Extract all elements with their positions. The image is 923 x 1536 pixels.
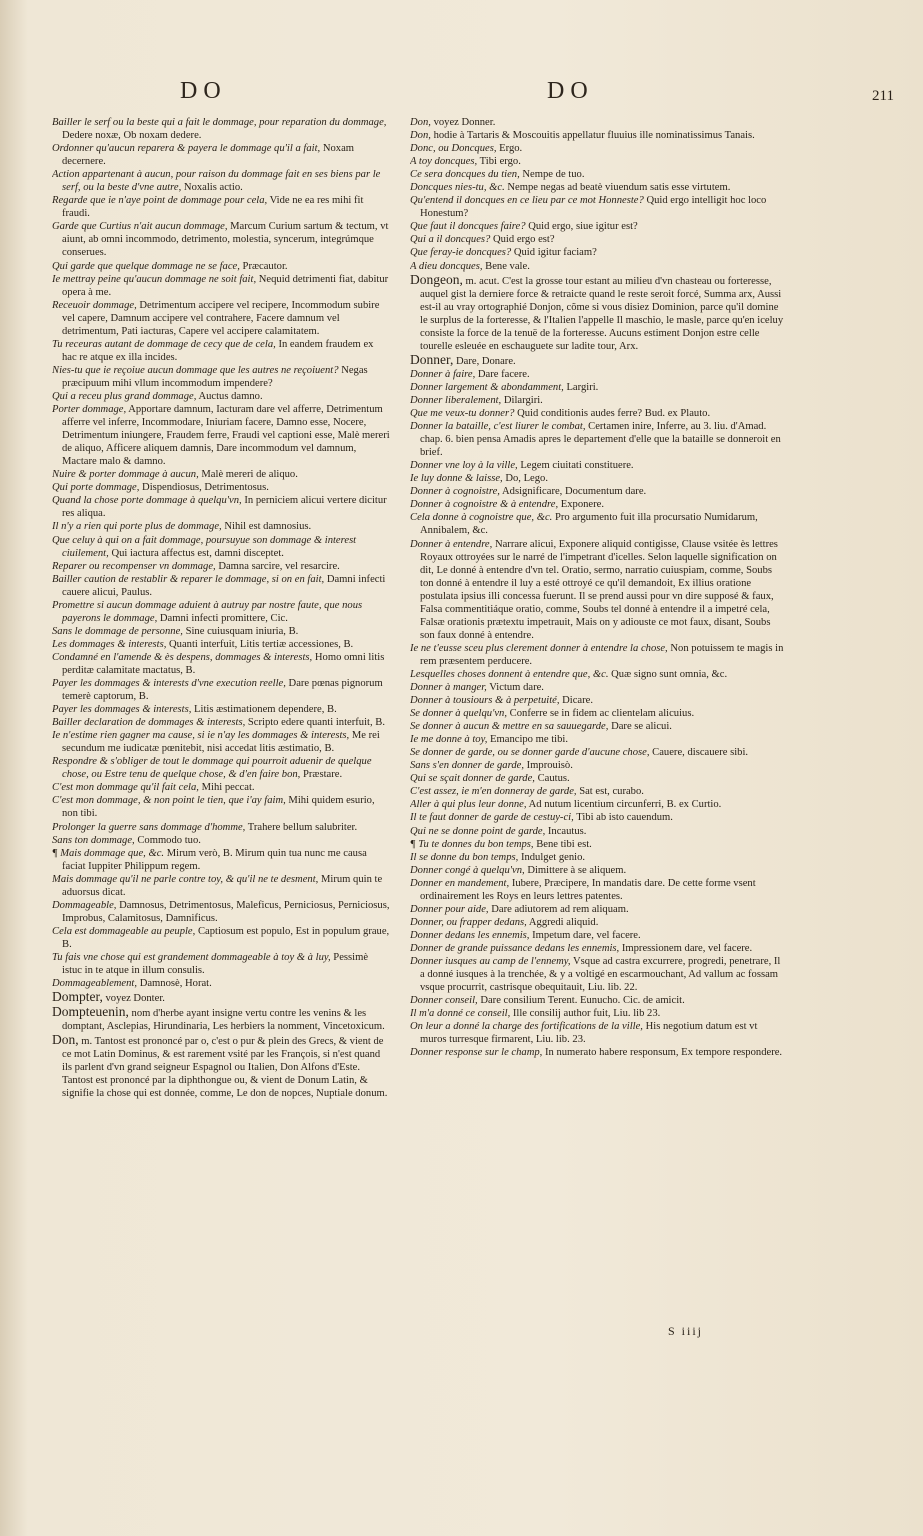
dictionary-entry: [52, 299, 390, 338]
entry-translation: Damna sarcire, vel resarcire.: [218, 560, 340, 572]
entry-headword: Ie luy donne & laisse,: [410, 473, 503, 485]
entry-translation: Noxalis actio.: [183, 182, 243, 194]
entry-translation: Mihi peccat.: [201, 782, 255, 794]
dictionary-entry: [410, 955, 786, 994]
dictionary-entry: [410, 785, 786, 798]
entry-headword: Bailler caution de restablir & reparer le dommage, si on en fait,: [52, 573, 325, 585]
entry-headword: Donner, ou frapper dedans,: [410, 916, 527, 928]
dictionary-entry: [410, 1007, 786, 1020]
entry-headword: A toy doncques,: [410, 156, 478, 168]
entry-translation: voyez Donter.: [105, 993, 165, 1005]
entry-translation: Cauere, discauere sibi.: [652, 747, 749, 759]
dictionary-entry: [52, 273, 390, 299]
entry-headword: Qui se sçait donner de garde,: [410, 773, 535, 785]
entry-headword: Donner à cognoistre & à entendre,: [410, 499, 559, 511]
entry-headword: Que celuy à qui on a fait dommage, poursuyue son dommage & interest ciuilement,: [52, 534, 357, 559]
entry-translation: Damni infecti cauere alicui, Paulus.: [62, 573, 386, 598]
dictionary-entry: [410, 246, 786, 259]
entry-headword: Nies-tu que ie reçoiue aucun dommage que les autres ne reçoiuent?: [52, 364, 339, 376]
entry-translation: Scripto edere quanti interfuit, B.: [247, 717, 385, 729]
entry-translation: Captiosum est populo, Est in populum graue, B.: [62, 925, 390, 950]
entry-translation: Qui iactura affectus est, damni disceptet.: [111, 547, 284, 559]
dictionary-entry: [410, 707, 786, 720]
dictionary-entry: [52, 990, 390, 1005]
entry-translation: Quid igitur faciam?: [513, 247, 597, 259]
entry-translation: Auctus damno.: [198, 390, 263, 402]
entry-headword: Dommageablement,: [52, 978, 138, 990]
entry-headword: Reparer ou recompenser vn dommage,: [52, 560, 216, 572]
entry-translation: Dare, Donare.: [455, 355, 516, 367]
entry-translation: Cautus.: [537, 773, 570, 785]
entry-translation: Pro argumento fuit illa procursatio Numidarum, Annibalem, &c.: [420, 512, 758, 537]
dictionary-entry: [410, 394, 786, 407]
entry-headword: Donner à tousiours & à perpetuité,: [410, 695, 560, 707]
entry-translation: Sine cuiusquam iniuria, B.: [185, 625, 299, 637]
entry-headword: C'est mon dommage qu'il fait cela,: [52, 782, 199, 794]
entry-headword: Ce sera doncques du tien,: [410, 169, 520, 181]
dictionary-entry: [410, 759, 786, 772]
entry-translation: Legem ciuitati constituere.: [520, 460, 634, 472]
entry-headword: Dommageable,: [52, 899, 117, 911]
entry-translation: Negas præcipuum mihi vllum incommodum impendere?: [62, 364, 368, 389]
entry-headword: Donner vne loy à la ville,: [410, 460, 518, 472]
entry-headword: Ordonner qu'aucun reparera & payera le dommage qu'il a fait,: [52, 143, 321, 155]
entry-headword: Sans le dommage de personne,: [52, 625, 183, 637]
running-head-right: DO: [547, 78, 594, 104]
entry-translation: Vide ne ea res mihi fit fraudi.: [62, 195, 364, 220]
dictionary-entry: [52, 534, 390, 560]
dictionary-entry: [52, 847, 390, 873]
entry-headword: Receuoir dommage,: [52, 299, 137, 311]
entry-translation: Largiri.: [566, 381, 599, 393]
dictionary-entry: [410, 877, 786, 903]
dictionary-entry: [410, 838, 786, 851]
entry-translation: Quid ergo est?: [492, 234, 555, 246]
entry-translation: Ad nutum licentium circunferri, B. ex Curtio.: [528, 799, 722, 811]
entry-translation: Nequid detrimenti fiat, dabitur opera à me.: [62, 273, 389, 298]
dictionary-entry: [410, 929, 786, 942]
dictionary-entry: [410, 407, 786, 420]
entry-headword: Tu receuras autant de dommage de cecy que de cela,: [52, 338, 276, 350]
entry-translation: Impetum dare, vel facere.: [532, 929, 641, 941]
dictionary-entry: [410, 220, 786, 233]
entry-translation: Mihi quidem esurio, non tibi.: [62, 795, 375, 820]
entry-translation: Certamen inire, Inferre, au 3. liu. d'Amad. chap. 6. bien pensa Amadis apres le departement d'elle que la bataille se donneroit en brief.: [420, 421, 781, 459]
dictionary-entry: [410, 420, 786, 459]
entry-headword: Don,: [410, 130, 431, 142]
entry-translation: Narrare alicui, Exponere aliquid contigisse, Clause vsitée ès lettres Royaux ottroyées sur le narré de l'impetrant d'icelles. Selon laquelle signification on dit, Le donné à entendre d'vn tel. Oratio, sermo, narratio cuiuspiam, comme, Soubs ton donné à entendre il luy a esté ottroyé ce qu'il demandoit, Ex illius oratione postulata ipsius illi concessa fuerunt. Il se prend aussi pour vn dire supposé & faux, Falsa commentitiáque oratio, comme, Soubs tel donné à entendre il a impetré cela, Falsæ orationis prætextu impetrauit, Mais on y adiouste ce mot faux, disant, Soubs son faux donné à entendre.: [420, 538, 778, 641]
entry-headword: Don,: [410, 117, 431, 128]
dictionary-entry: [410, 994, 786, 1007]
dictionary-entry: [52, 338, 390, 364]
entry-translation: Iubere, Præcipere, In mandatis dare. De cette forme vsent ordinairement les Roys en leurs lettres patentes.: [420, 877, 756, 902]
entry-translation: Dicare.: [562, 695, 594, 707]
dictionary-entry: [410, 485, 786, 498]
dictionary-entry: [410, 353, 786, 368]
dictionary-entry: [52, 260, 390, 273]
dictionary-entry: [52, 625, 390, 638]
dictionary-entry: [410, 642, 786, 668]
dictionary-entry: [410, 129, 786, 142]
entry-headword: Donner à manger,: [410, 682, 487, 694]
entry-headword: Nuire & porter dommage à aucun,: [52, 469, 199, 481]
dictionary-entry: [410, 538, 786, 642]
dictionary-entry: [410, 194, 786, 220]
dictionary-entry: [52, 560, 390, 573]
dictionary-entry: [52, 729, 390, 755]
dictionary-entry: [410, 142, 786, 155]
dictionary-entry: [52, 116, 390, 142]
entry-translation: Præstare.: [302, 769, 343, 781]
entry-translation: Dare consilium Terent. Eunucho. Cic. de amicit.: [480, 995, 685, 1007]
dictionary-entry: [52, 142, 390, 168]
dictionary-entry: [52, 716, 390, 729]
entry-headword: Donner en mandement,: [410, 877, 510, 889]
entry-headword: ¶ Mais dommage que, &c.: [52, 847, 165, 859]
entry-translation: Bene tibi est.: [536, 838, 592, 850]
dictionary-entry: [52, 168, 390, 194]
entry-headword: Donner à faire,: [410, 368, 476, 380]
entry-headword: Il se donne du bon temps,: [410, 851, 519, 863]
entry-headword: C'est mon dommage, & non point le tien, que i'ay faim,: [52, 795, 286, 807]
entry-translation: Detrimentum accipere vel recipere, Incommodum subire vel capere, Damnum accipere vel contrahere, Facere damnum vel detrimentum, Pati iacturas, Capere vel accipere calamitatem.: [62, 299, 380, 337]
dictionary-entry: [410, 864, 786, 877]
dictionary-entry: [52, 899, 390, 925]
entry-translation: Indulget genio.: [520, 851, 586, 863]
entry-translation: Pessimè istuc in te atque in illum consulis.: [62, 952, 369, 977]
entry-headword: Regarde que ie n'aye point de dommage pour cela,: [52, 195, 268, 207]
entry-headword: Don,: [52, 1032, 79, 1048]
signature-mark: S iiij: [668, 1324, 704, 1338]
entry-headword: Donc, ou Doncques,: [410, 143, 497, 155]
entry-translation: Dare se alicui.: [611, 721, 672, 733]
dictionary-entry: [410, 472, 786, 485]
dictionary-entry: [52, 755, 390, 781]
entry-translation: Marcum Curium sartum & tectum, vt aiunt, ab omni incommodo, detrimento, molestia, syncerum, integrúmque conserues.: [62, 221, 389, 259]
entry-translation: Damnosè, Horat.: [139, 978, 212, 990]
dictionary-entry: [410, 459, 786, 472]
entry-translation: Mirum quin te aduorsus dicat.: [62, 873, 383, 898]
dictionary-entry: [410, 772, 786, 785]
entry-translation: Victum dare.: [489, 682, 544, 694]
entry-headword: Dompter,: [52, 989, 103, 1005]
entry-translation: Apportare damnum, Iacturam dare vel afferre, Detrimentum afferre vel inferre, Incommodare, Iniuriam facere, Damno esse, Nocere, Detrimentum iniungere, Fraudem ferre, Fraudi vel captioni esse, Malè mereri de aliquo, Afficere aliquem damnis, Dare incommodum vel damnum, Mactare malo & damno.: [62, 404, 390, 468]
dictionary-entry: [52, 194, 390, 220]
entry-headword: Garde que Curtius n'ait aucun dommage,: [52, 221, 228, 233]
dictionary-entry: [52, 677, 390, 703]
entry-translation: Me rei secundum me iudicatæ pœnitebit, nisi accedat litis æstimatio, B.: [62, 730, 380, 755]
dictionary-entry: [410, 368, 786, 381]
dictionary-entry: [52, 703, 390, 716]
dictionary-entry: [410, 1046, 786, 1059]
entry-headword: Donner la bataille, c'est liurer le combat,: [410, 421, 586, 433]
entry-translation: Incautus.: [547, 825, 587, 837]
entry-headword: Ie ne t'eusse sceu plus clerement donner à entendre la chose,: [410, 642, 668, 654]
entry-headword: Ie me donne à toy,: [410, 734, 488, 746]
dictionary-entry: [410, 498, 786, 511]
entry-headword: A dieu doncques,: [410, 260, 483, 272]
entry-translation: Impressionem dare, vel facere.: [621, 942, 753, 954]
entry-translation: Bene vale.: [485, 260, 530, 272]
entry-headword: Il m'a donné ce conseil,: [410, 1008, 511, 1020]
entry-headword: Il te faut donner de garde de cestuy-ci,: [410, 812, 574, 824]
entry-headword: Donner de grande puissance dedans les ennemis,: [410, 942, 620, 954]
entry-translation: Exponere.: [560, 499, 604, 511]
dictionary-entry: [52, 834, 390, 847]
entry-headword: Ie n'estime rien gagner ma cause, si ie n'ay les dommages & interests,: [52, 730, 350, 742]
dictionary-entry: [410, 1020, 786, 1046]
entry-headword: Que me veux-tu donner?: [410, 408, 515, 420]
entry-headword: Condamné en l'amende & ès despens, dommages & interests,: [52, 651, 313, 663]
dictionary-entry: [52, 1005, 390, 1033]
entry-headword: Porter dommage,: [52, 404, 127, 416]
entry-translation: Conferre se in fidem ac clientelam alicuius.: [509, 708, 695, 720]
entry-headword: Promettre si aucun dommage aduient à autruy par nostre faute, que nous payerons le dommage,: [52, 599, 363, 624]
dictionary-entry: [52, 220, 390, 259]
entry-headword: Action appartenant à aucun, pour raison du dommage fait en ses biens par le serf, ou la beste d'vne autre,: [52, 169, 381, 194]
entry-translation: Vsque ad castra excurrere, progredi, penetrare, Il a donné iusques à la trenchée, & y a voltigé en escarmouchant, Ad vallum ac fossam vsque procurrit, castrisque obequitauit, Liu. lib. 22.: [420, 956, 781, 994]
entry-headword: Dongeon,: [410, 271, 463, 287]
entry-headword: Sans ton dommage,: [52, 834, 135, 846]
dictionary-entry: [410, 942, 786, 955]
entry-headword: Prolonger la guerre sans dommage d'homme,: [52, 821, 246, 833]
dictionary-entry: [410, 811, 786, 824]
entry-headword: Payer les dommages & interests d'vne execution reelle,: [52, 678, 286, 690]
dictionary-entry: [52, 821, 390, 834]
dictionary-entry: [410, 903, 786, 916]
entry-headword: Donner à entendre,: [410, 538, 493, 550]
entry-headword: Donner response sur le champ,: [410, 1047, 543, 1059]
dictionary-entry: [52, 951, 390, 977]
entry-headword: Se donner à aucun & mettre en sa sauuegarde,: [410, 721, 609, 733]
entry-headword: Donner liberalement,: [410, 394, 502, 406]
entry-translation: Tibi ab isto cauendum.: [576, 812, 673, 824]
entry-headword: Que faut il doncques faire?: [410, 221, 526, 233]
entry-headword: Ie mettray peine qu'aucun dommage ne soit fait,: [52, 273, 257, 285]
entry-headword: Se donner à quelqu'vn,: [410, 708, 507, 720]
dictionary-entry: [52, 651, 390, 677]
dictionary-entry: [52, 520, 390, 533]
entry-headword: Donner iusques au camp de l'ennemy,: [410, 956, 571, 967]
entry-headword: Les dommages & interests,: [52, 638, 167, 650]
dictionary-entry: [410, 273, 786, 353]
entry-translation: Homo omni litis perditæ calamitate mactatus, B.: [62, 651, 385, 676]
dictionary-entry: [410, 733, 786, 746]
dictionary-entry: [410, 694, 786, 707]
entry-translation: Adsignificare, Documentum dare.: [502, 486, 647, 498]
entry-translation: Præcautor.: [242, 260, 288, 272]
entry-translation: Quid ergo intelligit hoc loco Honestum?: [420, 195, 767, 220]
entry-translation: Damnosus, Detrimentosus, Maleficus, Perniciosus, Perniciosus, Improbus, Calamitosus, Damnificus.: [62, 899, 390, 924]
entry-translation: Dare pœnas pignorum temerè captorum, B.: [62, 678, 383, 703]
entry-translation: In perniciem alicui vertere dicitur res aliqua.: [62, 495, 387, 520]
entry-translation: Nihil est damnosius.: [224, 521, 312, 533]
dictionary-entry: [410, 916, 786, 929]
entry-headword: Cela donne à cognoistre que, &c.: [410, 512, 553, 524]
entry-headword: Donner dedans les ennemis,: [410, 929, 530, 941]
entry-translation: Dare adiutorem ad rem aliquam.: [491, 903, 629, 915]
entry-translation: Damni infecti promittere, Cic.: [159, 612, 288, 624]
entry-translation: hodie à Tartaris & Moscouitis appellatur fluuius ille nominatissimus Tanais.: [433, 130, 755, 142]
dictionary-entry: [52, 873, 390, 899]
dictionary-entry: [52, 781, 390, 794]
entry-headword: Respondre & s'obliger de tout le dommage qui pourroit aduenir de quelque chose, ou Estre tenu de quelque chose, & d'en faire bon,: [52, 756, 372, 781]
left-column: [52, 116, 390, 1326]
entry-translation: Do, Lego.: [505, 473, 549, 485]
dictionary-entry: [410, 260, 786, 273]
entry-translation: Non potuissem te magis in rem præsentem perducere.: [420, 642, 784, 667]
dictionary-entry: [52, 1033, 390, 1100]
entry-translation: Dare facere.: [477, 368, 530, 380]
entry-headword: Quand la chose porte dommage à quelqu'vn,: [52, 495, 242, 507]
dictionary-entry: [52, 364, 390, 390]
entry-headword: Bailler declaration de dommages & interests,: [52, 717, 246, 729]
dictionary-entry: [410, 233, 786, 246]
entry-headword: Cela est dommageable au peuple,: [52, 925, 196, 937]
page-number: 211: [872, 88, 894, 104]
dictionary-entry: [52, 573, 390, 599]
entry-headword: Se donner de garde, ou se donner garde d'aucune chose,: [410, 747, 650, 759]
entry-translation: Sat est, curabo.: [579, 786, 644, 798]
dictionary-entry: [410, 168, 786, 181]
dictionary-entry: [410, 681, 786, 694]
dictionary-entry: [52, 403, 390, 468]
entry-headword: Donner largement & abondamment,: [410, 381, 564, 393]
entry-translation: voyez Donner.: [433, 117, 496, 128]
dictionary-entry: [52, 599, 390, 625]
entry-headword: Tu fais vne chose qui est grandement dommageable à toy & à luy,: [52, 952, 331, 963]
entry-translation: Emancipo me tibi.: [490, 734, 568, 746]
entry-translation: Dispendiosus, Detrimentosus.: [142, 482, 269, 494]
entry-translation: m. Tantost est prononcé par o, c'est o pur & plein des Grecs, & vient de ce mot Latin Dominus, & est rarement vsité par les François, si n'est quand ils parlent d'vn grand seigneur Espagnol ou Italien, Don Alfons d'Este. Tantost est prononcé par la diphthongue ou, & vient de Donum Latin, & signifie la chose qui est donnée, comme, Le don de nopces, Nuptiale donum.: [62, 1036, 388, 1100]
entry-translation: nom d'herbe ayant insigne vertu contre les venins & les domptant, Asclepias, Hirundinaria, Les herbiers la nomment, Vincetoxicum.: [62, 1008, 385, 1033]
entry-translation: Ergo.: [499, 143, 523, 155]
dictionary-entry: [410, 381, 786, 394]
entry-translation: Quid conditionis audes ferre? Bud. ex Plauto.: [517, 408, 711, 420]
entry-headword: Donner à cognoistre,: [410, 486, 500, 498]
entry-headword: Qui a il doncques?: [410, 234, 491, 246]
dictionary-entry: [410, 511, 786, 537]
entry-translation: Dimittere à se aliquem.: [527, 864, 627, 876]
entry-translation: Noxam decernere.: [62, 143, 355, 168]
dictionary-entry: [410, 798, 786, 811]
dictionary-entry: [410, 746, 786, 759]
entry-translation: Litis æstimationem dependere, B.: [194, 704, 337, 716]
entry-headword: Qui garde que quelque dommage ne se face,: [52, 260, 240, 272]
entry-headword: Il n'y a rien qui porte plus de dommage,: [52, 521, 222, 533]
entry-translation: In numerato habere responsum, Ex tempore respondere.: [544, 1047, 783, 1059]
entry-headword: Sans s'en donner de garde,: [410, 760, 524, 772]
entry-translation: In eandem fraudem ex hac re atque ex illa incides.: [62, 338, 374, 363]
dictionary-entry: [52, 494, 390, 520]
entry-translation: Aggredi aliquid.: [528, 916, 599, 928]
dictionary-entry: [410, 851, 786, 864]
entry-translation: Quanti interfuit, Litis tertiæ accessiones, B.: [169, 638, 354, 650]
entry-translation: Improuisò.: [526, 760, 573, 772]
entry-translation: Malè mereri de aliquo.: [201, 469, 298, 481]
dictionary-entry: [410, 720, 786, 733]
entry-headword: On leur a donné la charge des fortifications de la ville,: [410, 1021, 643, 1033]
entry-translation: Quid ergo, siue igitur est?: [528, 221, 638, 233]
dictionary-entry: [52, 481, 390, 494]
entry-translation: Quæ signo sunt omnia, &c.: [611, 668, 728, 680]
entry-translation: Dilargiri.: [503, 394, 543, 406]
entry-headword: Payer les dommages & interests,: [52, 704, 192, 716]
entry-headword: Qui ne se donne point de garde,: [410, 825, 546, 837]
dictionary-entry: [52, 390, 390, 403]
entry-headword: Qui porte dommage,: [52, 482, 140, 494]
entry-headword: Que feray-ie doncques?: [410, 247, 512, 259]
entry-headword: ¶ Tu te donnes du bon temps,: [410, 838, 534, 850]
dictionary-entry: [410, 668, 786, 681]
entry-headword: Qui a receu plus grand dommage,: [52, 390, 197, 402]
right-column: [410, 116, 786, 1316]
entry-headword: Bailler le serf ou la beste qui a fait le dommage, pour reparation du dommage,: [52, 117, 387, 128]
entry-headword: Qu'entend il doncques en ce lieu par ce mot Honneste?: [410, 195, 644, 207]
dictionary-entry: [410, 155, 786, 168]
entry-translation: Mirum verò, B. Mirum quin tua nunc me causa faciat Iuppiter Philippum regem.: [62, 847, 367, 872]
entry-translation: Tibi ergo.: [479, 156, 521, 168]
entry-translation: Nempe de tuo.: [522, 169, 585, 181]
entry-headword: Donner,: [410, 351, 454, 367]
facing-page-bleed: [0, 300, 14, 1000]
dictionary-entry: [52, 468, 390, 481]
entry-headword: Doncques nies-tu, &c.: [410, 182, 505, 194]
entry-headword: Dompteuenin,: [52, 1004, 129, 1020]
dictionary-entry: [410, 181, 786, 194]
dictionary-entry: [52, 638, 390, 651]
entry-headword: Mais dommage qu'il ne parle contre toy, & qu'il ne te desment,: [52, 873, 319, 885]
entry-headword: Lesquelles choses donnent à entendre que, &c.: [410, 668, 609, 680]
running-head-left: DO: [180, 78, 227, 104]
entry-headword: Donner conseil,: [410, 995, 478, 1007]
entry-translation: m. acut. C'est la grosse tour estant au milieu d'vn chasteau ou forteresse, auquel gist la derniere force & retraicte quand le reste seroit forcé, Summa arx, Aussi est-il au vray ortographié Donjon, cõme si vous disiez Dominion, parce qu'il domine le surplus de la forteresse, & l'Italien l'appelle Il maschio, le masle, parce qu'en iceluy consiste la force de la tenuë de la forteresse. Aucuns estiment Donjon estre celle tourelle esleuée en eschauguete sur ladite tour, Arx.: [420, 275, 784, 352]
entry-translation: Nempe negas ad beatè viuendum satis esse virtutem.: [507, 182, 731, 194]
entry-translation: Dedere noxæ, Ob noxam dedere.: [62, 130, 202, 142]
entry-translation: Ille consilij author fuit, Liu. lib 23.: [512, 1008, 661, 1020]
entry-translation: Commodo tuo.: [137, 834, 201, 846]
entry-headword: Aller à qui plus leur donne,: [410, 799, 527, 811]
entry-translation: His negotium datum est vt muros turresque firmarent, Liu. lib. 23.: [420, 1021, 758, 1046]
entry-headword: Donner congé à quelqu'vn,: [410, 864, 525, 876]
entry-headword: C'est assez, ie m'en donneray de garde,: [410, 786, 577, 798]
entry-translation: Trahere bellum salubriter.: [247, 821, 358, 833]
dictionary-entry: [410, 116, 786, 129]
dictionary-entry: [52, 925, 390, 951]
dictionary-entry: [410, 825, 786, 838]
entry-headword: Donner pour aide,: [410, 903, 489, 915]
dictionary-entry: [52, 794, 390, 820]
